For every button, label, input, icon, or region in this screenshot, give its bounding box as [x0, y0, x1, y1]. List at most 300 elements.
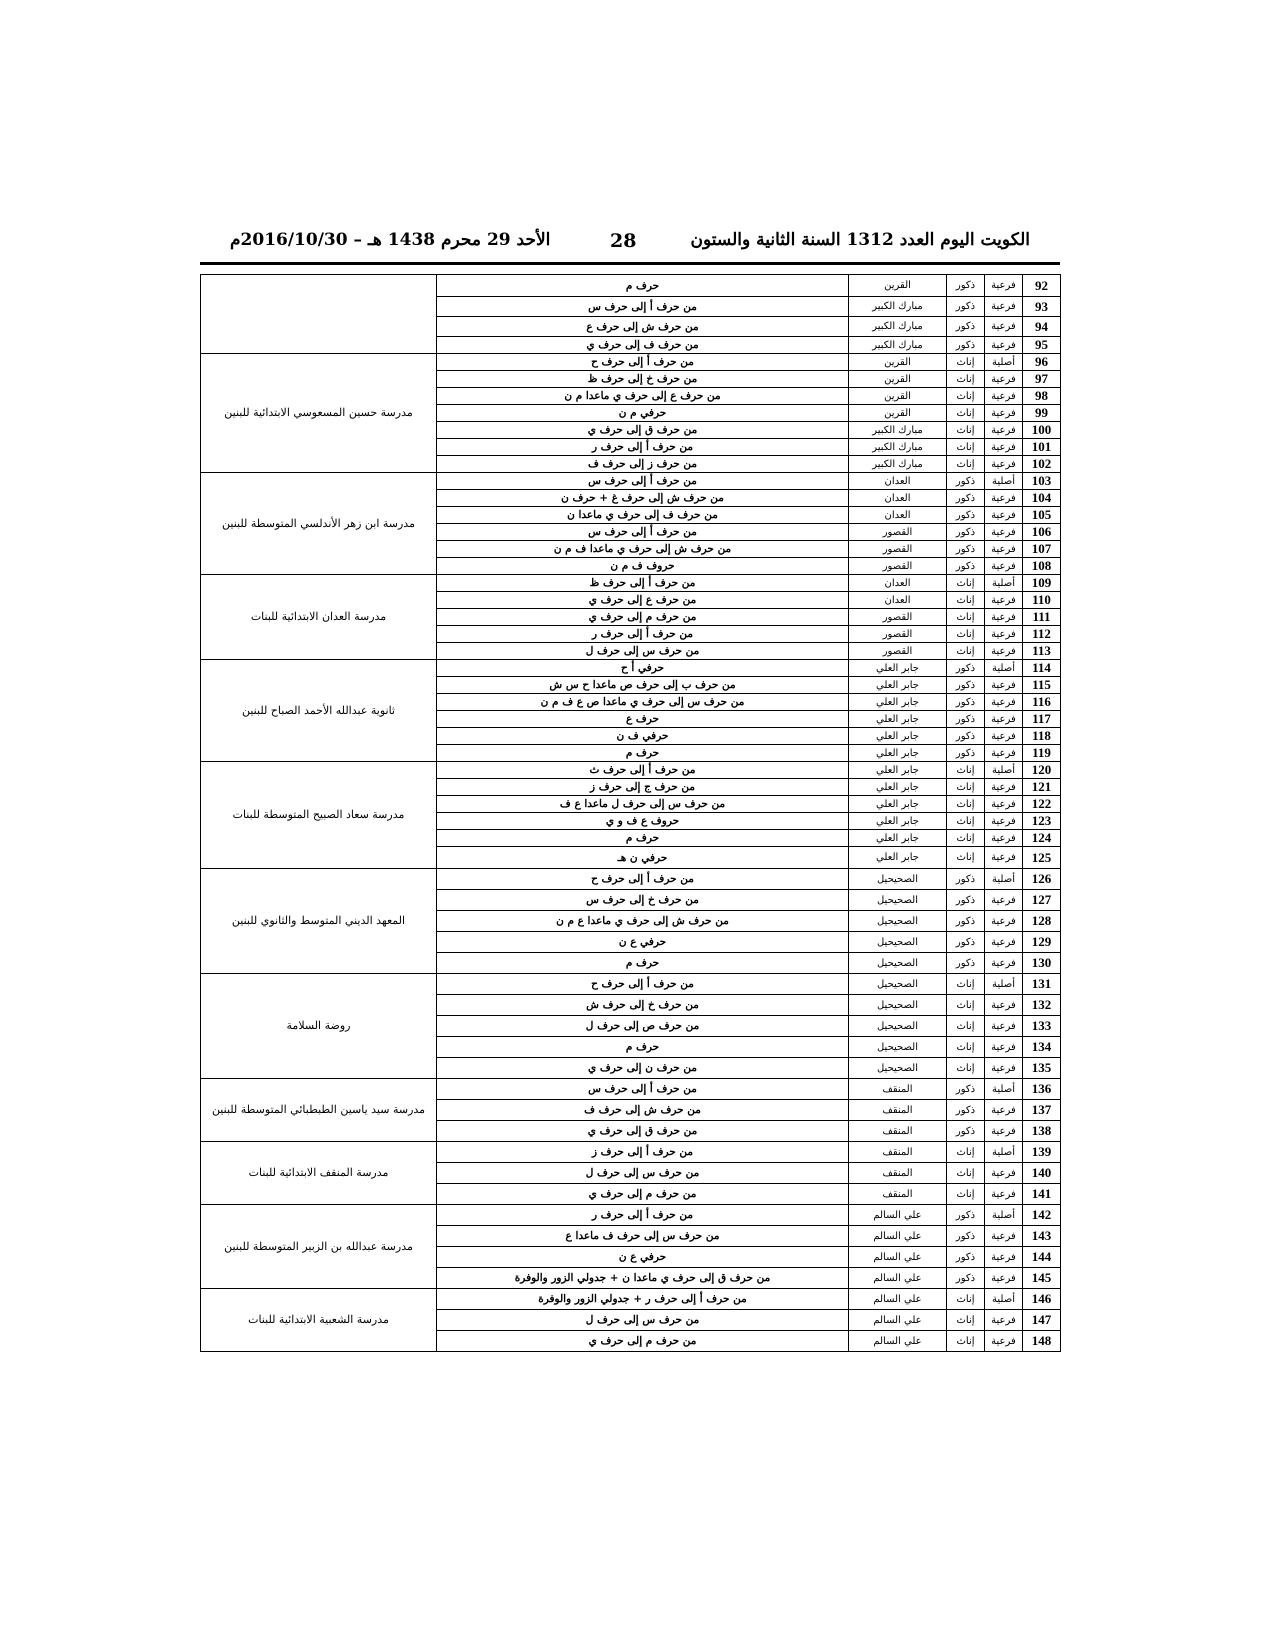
area-name: مبارك الكبير [849, 456, 947, 473]
area-name: العدان [849, 490, 947, 507]
school-type: فرعية [985, 890, 1023, 911]
area-name: المنقف [849, 1121, 947, 1142]
row-number: 95 [1023, 337, 1061, 354]
area-name: الصحيحيل [849, 974, 947, 995]
school-name: ثانوية عبدالله الأحمد الصباح للبنين [201, 660, 437, 762]
gazette-title: الكويت اليوم العدد 1312 السنة الثانية والستون [690, 230, 1030, 250]
row-number: 147 [1023, 1310, 1061, 1331]
school-type: أصلية [985, 1079, 1023, 1100]
table-row [201, 354, 1061, 371]
gender: إناث [947, 371, 985, 388]
row-number: 102 [1023, 456, 1061, 473]
letter-range: من حرف ن إلى حرف ي [437, 1058, 849, 1079]
row-number: 145 [1023, 1268, 1061, 1289]
letter-range: من حرف أ إلى حرف س [437, 473, 849, 490]
school-type: أصلية [985, 1289, 1023, 1310]
row-number: 119 [1023, 745, 1061, 762]
gender: ذكور [947, 524, 985, 541]
area-name: علي السالم [849, 1289, 947, 1310]
school-type: فرعية [985, 1037, 1023, 1058]
gender: ذكور [947, 677, 985, 694]
area-name: الصحيحيل [849, 911, 947, 932]
row-number: 107 [1023, 541, 1061, 558]
gender: ذكور [947, 1247, 985, 1268]
gender: إناث [947, 1289, 985, 1310]
school-type: فرعية [985, 847, 1023, 869]
area-name: العدان [849, 575, 947, 592]
gender: إناث [947, 388, 985, 405]
page-header [230, 230, 1030, 262]
gender: ذكور [947, 1205, 985, 1226]
school-type: فرعية [985, 1226, 1023, 1247]
school-type: فرعية [985, 911, 1023, 932]
school-type: فرعية [985, 609, 1023, 626]
school-type: أصلية [985, 354, 1023, 371]
gender: ذكور [947, 473, 985, 490]
letter-range: من حرف ص إلى حرف ل [437, 1016, 849, 1037]
school-type: فرعية [985, 490, 1023, 507]
row-number: 98 [1023, 388, 1061, 405]
school-name: المعهد الديني المتوسط والثانوي للبنين [201, 869, 437, 974]
school-type: فرعية [985, 779, 1023, 796]
school-name [201, 275, 437, 354]
letter-range: من حرف ز إلى حرف ف [437, 456, 849, 473]
letter-range: من حرف أ إلى حرف ر [437, 1205, 849, 1226]
letter-range: من حرف أ إلى حرف ح [437, 869, 849, 890]
gender: ذكور [947, 558, 985, 575]
table-row [201, 1205, 1061, 1226]
letter-range: من حرف أ إلى حرف ر [437, 439, 849, 456]
letter-range: من حرف خ إلى حرف ظ [437, 371, 849, 388]
school-name: مدرسة الشعبية الابتدائية للبنات [201, 1289, 437, 1352]
row-number: 114 [1023, 660, 1061, 677]
area-name: مبارك الكبير [849, 317, 947, 337]
school-type: فرعية [985, 317, 1023, 337]
letter-range: من حرف خ إلى حرف س [437, 890, 849, 911]
school-type: فرعية [985, 953, 1023, 974]
letter-range: من حرف ف إلى حرف ي ماعدا ن [437, 507, 849, 524]
gender: إناث [947, 456, 985, 473]
gender: ذكور [947, 1079, 985, 1100]
letter-range: من حرف س إلى حرف ل ماعدا ع ف [437, 796, 849, 813]
row-number: 105 [1023, 507, 1061, 524]
school-type: فرعية [985, 796, 1023, 813]
gender: ذكور [947, 890, 985, 911]
letter-range: من حرف أ إلى حرف ظ [437, 575, 849, 592]
row-number: 130 [1023, 953, 1061, 974]
gender: ذكور [947, 490, 985, 507]
school-type: فرعية [985, 405, 1023, 422]
school-type: فرعية [985, 1331, 1023, 1352]
area-name: العدان [849, 507, 947, 524]
gender: ذكور [947, 1268, 985, 1289]
gender: إناث [947, 796, 985, 813]
row-number: 136 [1023, 1079, 1061, 1100]
letter-range: حروف ع ف و ي [437, 813, 849, 830]
gender: إناث [947, 1331, 985, 1352]
letter-range: من حرف أ إلى حرف ر + جدولي الزور والوفرة [437, 1289, 849, 1310]
letter-range: من حرف خ إلى حرف ش [437, 995, 849, 1016]
row-number: 97 [1023, 371, 1061, 388]
school-type: فرعية [985, 1184, 1023, 1205]
letter-range: حرف م [437, 830, 849, 847]
school-type: فرعية [985, 995, 1023, 1016]
school-type: فرعية [985, 592, 1023, 609]
gender: إناث [947, 643, 985, 660]
gender: إناث [947, 1058, 985, 1079]
school-type: فرعية [985, 728, 1023, 745]
letter-range: حرفي ن هـ [437, 847, 849, 869]
area-name: علي السالم [849, 1226, 947, 1247]
row-number: 106 [1023, 524, 1061, 541]
school-type: فرعية [985, 830, 1023, 847]
school-type: فرعية [985, 1016, 1023, 1037]
gender: ذكور [947, 728, 985, 745]
area-name: جابر العلي [849, 728, 947, 745]
gender: ذكور [947, 953, 985, 974]
gender: إناث [947, 762, 985, 779]
area-name: القرين [849, 388, 947, 405]
row-number: 122 [1023, 796, 1061, 813]
school-type: فرعية [985, 1058, 1023, 1079]
area-name: المنقف [849, 1079, 947, 1100]
letter-range: من حرف أ إلى حرف س [437, 524, 849, 541]
area-name: جابر العلي [849, 711, 947, 728]
letter-range: من حرف ع إلى حرف ي ماعدا م ن [437, 388, 849, 405]
gender: إناث [947, 1163, 985, 1184]
letter-range: من حرف أ إلى حرف س [437, 1079, 849, 1100]
letter-range: من حرف م إلى حرف ي [437, 1184, 849, 1205]
row-number: 127 [1023, 890, 1061, 911]
school-type: فرعية [985, 422, 1023, 439]
header-rule [200, 262, 1060, 265]
row-number: 115 [1023, 677, 1061, 694]
letter-range: من حرف ش إلى حرف ع [437, 317, 849, 337]
row-number: 92 [1023, 275, 1061, 297]
area-name: الصحيحيل [849, 995, 947, 1016]
gender: ذكور [947, 694, 985, 711]
area-name: جابر العلي [849, 677, 947, 694]
school-type: فرعية [985, 1163, 1023, 1184]
letter-range: حروف ف م ن [437, 558, 849, 575]
letter-range: حرفي أ ح [437, 660, 849, 677]
school-type: فرعية [985, 541, 1023, 558]
area-name: القصور [849, 541, 947, 558]
row-number: 124 [1023, 830, 1061, 847]
row-number: 104 [1023, 490, 1061, 507]
table-row [201, 762, 1061, 779]
row-number: 148 [1023, 1331, 1061, 1352]
gender: إناث [947, 405, 985, 422]
letter-range: من حرف أ إلى حرف س [437, 297, 849, 317]
gender: إناث [947, 422, 985, 439]
gender: إناث [947, 626, 985, 643]
area-name: القصور [849, 626, 947, 643]
gender: ذكور [947, 541, 985, 558]
gender: ذكور [947, 297, 985, 317]
letter-range: من حرف ب إلى حرف ص ماعدا ح س ش [437, 677, 849, 694]
gender: إناث [947, 1142, 985, 1163]
row-number: 110 [1023, 592, 1061, 609]
letter-range: حرف م [437, 953, 849, 974]
gender: إناث [947, 995, 985, 1016]
row-number: 111 [1023, 609, 1061, 626]
area-name: القرين [849, 275, 947, 297]
school-type: أصلية [985, 1205, 1023, 1226]
gender: إناث [947, 439, 985, 456]
letter-range: من حرف س إلى حرف ي ماعدا ص ع ف م ن [437, 694, 849, 711]
gender: ذكور [947, 660, 985, 677]
row-number: 116 [1023, 694, 1061, 711]
area-name: مبارك الكبير [849, 297, 947, 317]
letter-range: حرفي م ن [437, 405, 849, 422]
school-type: أصلية [985, 762, 1023, 779]
row-number: 121 [1023, 779, 1061, 796]
school-type: فرعية [985, 439, 1023, 456]
row-number: 139 [1023, 1142, 1061, 1163]
area-name: مبارك الكبير [849, 337, 947, 354]
area-name: جابر العلي [849, 779, 947, 796]
letter-range: حرف م [437, 1037, 849, 1058]
row-number: 125 [1023, 847, 1061, 869]
table-row [201, 1079, 1061, 1100]
row-number: 99 [1023, 405, 1061, 422]
gender: ذكور [947, 1100, 985, 1121]
area-name: جابر العلي [849, 660, 947, 677]
school-type: فرعية [985, 371, 1023, 388]
gender: إناث [947, 830, 985, 847]
area-name: القرين [849, 405, 947, 422]
table-row [201, 974, 1061, 995]
area-name: جابر العلي [849, 694, 947, 711]
gender: ذكور [947, 275, 985, 297]
row-number: 94 [1023, 317, 1061, 337]
school-type: فرعية [985, 1247, 1023, 1268]
school-type: فرعية [985, 388, 1023, 405]
row-number: 100 [1023, 422, 1061, 439]
letter-range: من حرف أ إلى حرف ح [437, 974, 849, 995]
row-number: 133 [1023, 1016, 1061, 1037]
area-name: المنقف [849, 1184, 947, 1205]
letter-range: من حرف ش إلى حرف ي ماعدا ع م ن [437, 911, 849, 932]
area-name: العدان [849, 592, 947, 609]
row-number: 128 [1023, 911, 1061, 932]
letter-range: من حرف م إلى حرف ي [437, 609, 849, 626]
school-type: فرعية [985, 1310, 1023, 1331]
gender: إناث [947, 575, 985, 592]
school-name: مدرسة ابن زهر الأندلسي المتوسطة للبنين [201, 473, 437, 575]
area-name: علي السالم [849, 1247, 947, 1268]
area-name: القصور [849, 609, 947, 626]
letter-range: حرفي ع ن [437, 1247, 849, 1268]
area-name: مبارك الكبير [849, 422, 947, 439]
area-name: علي السالم [849, 1331, 947, 1352]
school-type: فرعية [985, 643, 1023, 660]
letter-range: من حرف ف إلى حرف ي [437, 337, 849, 354]
area-name: القصور [849, 643, 947, 660]
letter-range: من حرف ق إلى حرف ي ماعدا ن + جدولي الزور والوفرة [437, 1268, 849, 1289]
gender: إناث [947, 1016, 985, 1037]
row-number: 109 [1023, 575, 1061, 592]
table-body [201, 275, 1061, 1352]
area-name: جابر العلي [849, 762, 947, 779]
letter-range: حرف م [437, 275, 849, 297]
school-type: فرعية [985, 694, 1023, 711]
school-type: فرعية [985, 745, 1023, 762]
gender: إناث [947, 779, 985, 796]
row-number: 112 [1023, 626, 1061, 643]
letter-range: من حرف ش إلى حرف غ + حرف ن [437, 490, 849, 507]
area-name: علي السالم [849, 1310, 947, 1331]
school-name: روضة السلامة [201, 974, 437, 1079]
row-number: 101 [1023, 439, 1061, 456]
gender: ذكور [947, 317, 985, 337]
row-number: 118 [1023, 728, 1061, 745]
row-number: 142 [1023, 1205, 1061, 1226]
area-name: القصور [849, 558, 947, 575]
row-number: 135 [1023, 1058, 1061, 1079]
gender: إناث [947, 974, 985, 995]
school-type: فرعية [985, 813, 1023, 830]
letter-range: من حرف ق إلى حرف ي [437, 1121, 849, 1142]
table-row [201, 1289, 1061, 1310]
gender: ذكور [947, 1121, 985, 1142]
row-number: 137 [1023, 1100, 1061, 1121]
gender: إناث [947, 1184, 985, 1205]
row-number: 96 [1023, 354, 1061, 371]
table-row [201, 1142, 1061, 1163]
letter-range: حرف ع [437, 711, 849, 728]
row-number: 120 [1023, 762, 1061, 779]
school-name: مدرسة حسين المسعوسي الابتدائية للبنين [201, 354, 437, 473]
school-type: فرعية [985, 1121, 1023, 1142]
row-number: 132 [1023, 995, 1061, 1016]
area-name: الصحيحيل [849, 1016, 947, 1037]
gender: إناث [947, 592, 985, 609]
area-name: جابر العلي [849, 813, 947, 830]
school-type: فرعية [985, 275, 1023, 297]
gender: ذكور [947, 932, 985, 953]
area-name: مبارك الكبير [849, 439, 947, 456]
area-name: جابر العلي [849, 847, 947, 869]
gender: ذكور [947, 711, 985, 728]
school-name: مدرسة العدان الابتدائية للبنات [201, 575, 437, 660]
area-name: المنقف [849, 1100, 947, 1121]
issue-date: الأحد 29 محرم 1438 هـ – 2016/10/30م [230, 230, 551, 250]
gender: ذكور [947, 507, 985, 524]
area-name: الصحيحيل [849, 890, 947, 911]
row-number: 138 [1023, 1121, 1061, 1142]
gender: إناث [947, 609, 985, 626]
school-type: فرعية [985, 677, 1023, 694]
school-type: فرعية [985, 1100, 1023, 1121]
table-row [201, 473, 1061, 490]
school-type: أصلية [985, 473, 1023, 490]
page-number: 28 [610, 230, 637, 252]
row-number: 146 [1023, 1289, 1061, 1310]
school-name: مدرسة عبدالله بن الزبير المتوسطة للبنين [201, 1205, 437, 1289]
school-type: فرعية [985, 711, 1023, 728]
table-row [201, 575, 1061, 592]
row-number: 129 [1023, 932, 1061, 953]
letter-range: حرفي ف ن [437, 728, 849, 745]
gender: إناث [947, 847, 985, 869]
school-type: فرعية [985, 626, 1023, 643]
area-name: جابر العلي [849, 796, 947, 813]
school-type: فرعية [985, 524, 1023, 541]
letter-range: من حرف أ إلى حرف ر [437, 626, 849, 643]
letter-range: من حرف س إلى حرف ل [437, 1163, 849, 1184]
letter-range: من حرف أ إلى حرف ث [437, 762, 849, 779]
gender: ذكور [947, 869, 985, 890]
gender: ذكور [947, 1226, 985, 1247]
letter-range: من حرف س إلى حرف ل [437, 1310, 849, 1331]
letter-range: حرف م [437, 745, 849, 762]
school-type: أصلية [985, 974, 1023, 995]
school-name: مدرسة المنقف الابتدائية للبنات [201, 1142, 437, 1205]
gender: ذكور [947, 745, 985, 762]
letter-range: من حرف ق إلى حرف ي [437, 422, 849, 439]
school-type: فرعية [985, 297, 1023, 317]
gender: ذكور [947, 911, 985, 932]
school-type: أصلية [985, 575, 1023, 592]
area-name: علي السالم [849, 1268, 947, 1289]
letter-range: من حرف ش إلى حرف ف [437, 1100, 849, 1121]
area-name: القرين [849, 371, 947, 388]
letter-range: من حرف ع إلى حرف ي [437, 592, 849, 609]
letter-range: من حرف م إلى حرف ي [437, 1331, 849, 1352]
row-number: 126 [1023, 869, 1061, 890]
letter-range: من حرف ج إلى حرف ز [437, 779, 849, 796]
row-number: 108 [1023, 558, 1061, 575]
gender: إناث [947, 1037, 985, 1058]
letter-range: من حرف ش إلى حرف ي ماعدا ف م ن [437, 541, 849, 558]
area-name: المنقف [849, 1142, 947, 1163]
school-name: مدرسة سعاد الصبيح المتوسطة للبنات [201, 762, 437, 869]
row-number: 134 [1023, 1037, 1061, 1058]
school-type: أصلية [985, 1142, 1023, 1163]
row-number: 113 [1023, 643, 1061, 660]
row-number: 117 [1023, 711, 1061, 728]
row-number: 140 [1023, 1163, 1061, 1184]
school-type: فرعية [985, 932, 1023, 953]
school-assignment-table [200, 274, 1061, 1352]
row-number: 143 [1023, 1226, 1061, 1247]
letter-range: من حرف س إلى حرف ف ماعدا ع [437, 1226, 849, 1247]
row-number: 141 [1023, 1184, 1061, 1205]
row-number: 103 [1023, 473, 1061, 490]
school-type: أصلية [985, 869, 1023, 890]
area-name: القرين [849, 354, 947, 371]
row-number: 123 [1023, 813, 1061, 830]
school-name: مدرسة سيد ياسين الطبطبائي المتوسطة للبنين [201, 1079, 437, 1142]
row-number: 93 [1023, 297, 1061, 317]
school-type: فرعية [985, 558, 1023, 575]
area-name: المنقف [849, 1163, 947, 1184]
letter-range: من حرف أ إلى حرف ز [437, 1142, 849, 1163]
area-name: الصحيحيل [849, 1058, 947, 1079]
row-number: 144 [1023, 1247, 1061, 1268]
school-type: فرعية [985, 507, 1023, 524]
school-type: فرعية [985, 337, 1023, 354]
school-type: أصلية [985, 660, 1023, 677]
table-row [201, 869, 1061, 890]
area-name: جابر العلي [849, 830, 947, 847]
letter-range: من حرف أ إلى حرف ح [437, 354, 849, 371]
table-row [201, 660, 1061, 677]
gender: إناث [947, 1310, 985, 1331]
school-type: فرعية [985, 456, 1023, 473]
